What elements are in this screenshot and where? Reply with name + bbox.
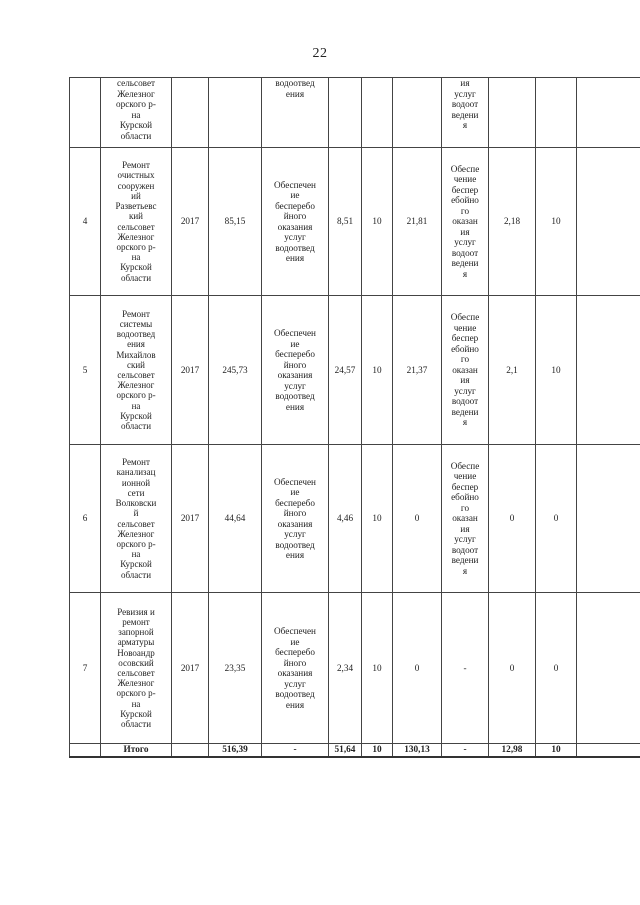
cell-blank — [577, 744, 640, 758]
cell-result: Обеспе чение беспер ебойно го оказан ия услуг водоот ведени я — [442, 148, 489, 296]
cell-v4 — [489, 78, 536, 148]
cell-cost — [209, 78, 262, 148]
cell-cost: 44,64 — [209, 445, 262, 593]
total-v2: 10 — [362, 744, 393, 758]
cell-v1 — [329, 78, 362, 148]
cell-year: 2017 — [172, 593, 209, 744]
cell-v2: 10 — [362, 148, 393, 296]
table-row — [70, 296, 640, 445]
cell-v2: 10 — [362, 296, 393, 445]
cell-number — [70, 78, 101, 148]
cell-number: 5 — [70, 296, 101, 445]
cell-v4: 0 — [489, 445, 536, 593]
total-cost: 516,39 — [209, 744, 262, 758]
total-v4: 12,98 — [489, 744, 536, 758]
cell-v3: 0 — [393, 445, 442, 593]
cell-blank — [577, 148, 640, 296]
investment-table — [69, 77, 640, 758]
cell-object: Ремонт очистных сооружен ий Разветьевс кий сельсовет Железног орского р- на Курской области — [101, 148, 172, 296]
cell-v3: 0 — [393, 593, 442, 744]
total-v5: 10 — [536, 744, 577, 758]
cell-result: ия услуг водоот ведени я — [442, 78, 489, 148]
cell-goal: Обеспечен ие бесперебо йного оказания услуг водоотвед ения — [262, 296, 329, 445]
cell-v1: 2,34 — [329, 593, 362, 744]
cell-result: Обеспе чение беспер ебойно го оказан ия услуг водоот ведени я — [442, 445, 489, 593]
total-v3: 130,13 — [393, 744, 442, 758]
cell-year: 2017 — [172, 148, 209, 296]
cell-v5: 0 — [536, 445, 577, 593]
cell-goal: Обеспечен ие бесперебо йного оказания услуг водоотвед ения — [262, 593, 329, 744]
cell-blank — [577, 78, 640, 148]
cell-goal: водоотвед ения — [262, 78, 329, 148]
table-total-row — [70, 744, 640, 758]
cell-object: Ремонт канализац ионной сети Волковски й сельсовет Железног орского р- на Курской области — [101, 445, 172, 593]
cell-v2: 10 — [362, 445, 393, 593]
cell-blank — [577, 445, 640, 593]
cell-blank — [577, 593, 640, 744]
total-result: - — [442, 744, 489, 758]
cell-result: Обеспе чение беспер ебойно го оказан ия услуг водоот ведени я — [442, 296, 489, 445]
cell-v2: 10 — [362, 593, 393, 744]
cell-goal: Обеспечен ие бесперебо йного оказания услуг водоотвед ения — [262, 148, 329, 296]
total-goal: - — [262, 744, 329, 758]
cell-v1: 24,57 — [329, 296, 362, 445]
cell-result: - — [442, 593, 489, 744]
cell-cost: 23,35 — [209, 593, 262, 744]
cell-year — [172, 78, 209, 148]
cell-blank — [577, 296, 640, 445]
cell-goal: Обеспечен ие бесперебо йного оказания услуг водоотвед ения — [262, 445, 329, 593]
cell-year: 2017 — [172, 296, 209, 445]
cell-number: 4 — [70, 148, 101, 296]
cell-v1: 4,46 — [329, 445, 362, 593]
cell-number: 7 — [70, 593, 101, 744]
cell-object: Ревизия и ремонт запорной арматуры Новоандр осовский сельсовет Железног орского р- на Курской области — [101, 593, 172, 744]
table-row — [70, 593, 640, 744]
cell-v3: 21,81 — [393, 148, 442, 296]
table-row — [70, 445, 640, 593]
page-number: 22 — [312, 46, 328, 61]
cell-number — [70, 744, 101, 758]
cell-v1: 8,51 — [329, 148, 362, 296]
cell-v5: 0 — [536, 593, 577, 744]
cell-v4: 2,18 — [489, 148, 536, 296]
cell-v2 — [362, 78, 393, 148]
cell-year: 2017 — [172, 445, 209, 593]
total-label: Итого — [101, 744, 172, 758]
cell-v5 — [536, 78, 577, 148]
cell-cost: 85,15 — [209, 148, 262, 296]
cell-object: Ремонт системы водоотвед ения Михайлов ский сельсовет Железног орского р- на Курской области — [101, 296, 172, 445]
table-row — [70, 148, 640, 296]
cell-v4: 2,1 — [489, 296, 536, 445]
cell-number: 6 — [70, 445, 101, 593]
cell-v3: 21,37 — [393, 296, 442, 445]
cell-object: сельсовет Железног орского р- на Курской области — [101, 78, 172, 148]
table-row-continued — [70, 78, 640, 148]
cell-cost: 245,73 — [209, 296, 262, 445]
cell-v5: 10 — [536, 296, 577, 445]
cell-v3 — [393, 78, 442, 148]
cell-year — [172, 744, 209, 758]
cell-v5: 10 — [536, 148, 577, 296]
cell-v4: 0 — [489, 593, 536, 744]
total-v1: 51,64 — [329, 744, 362, 758]
